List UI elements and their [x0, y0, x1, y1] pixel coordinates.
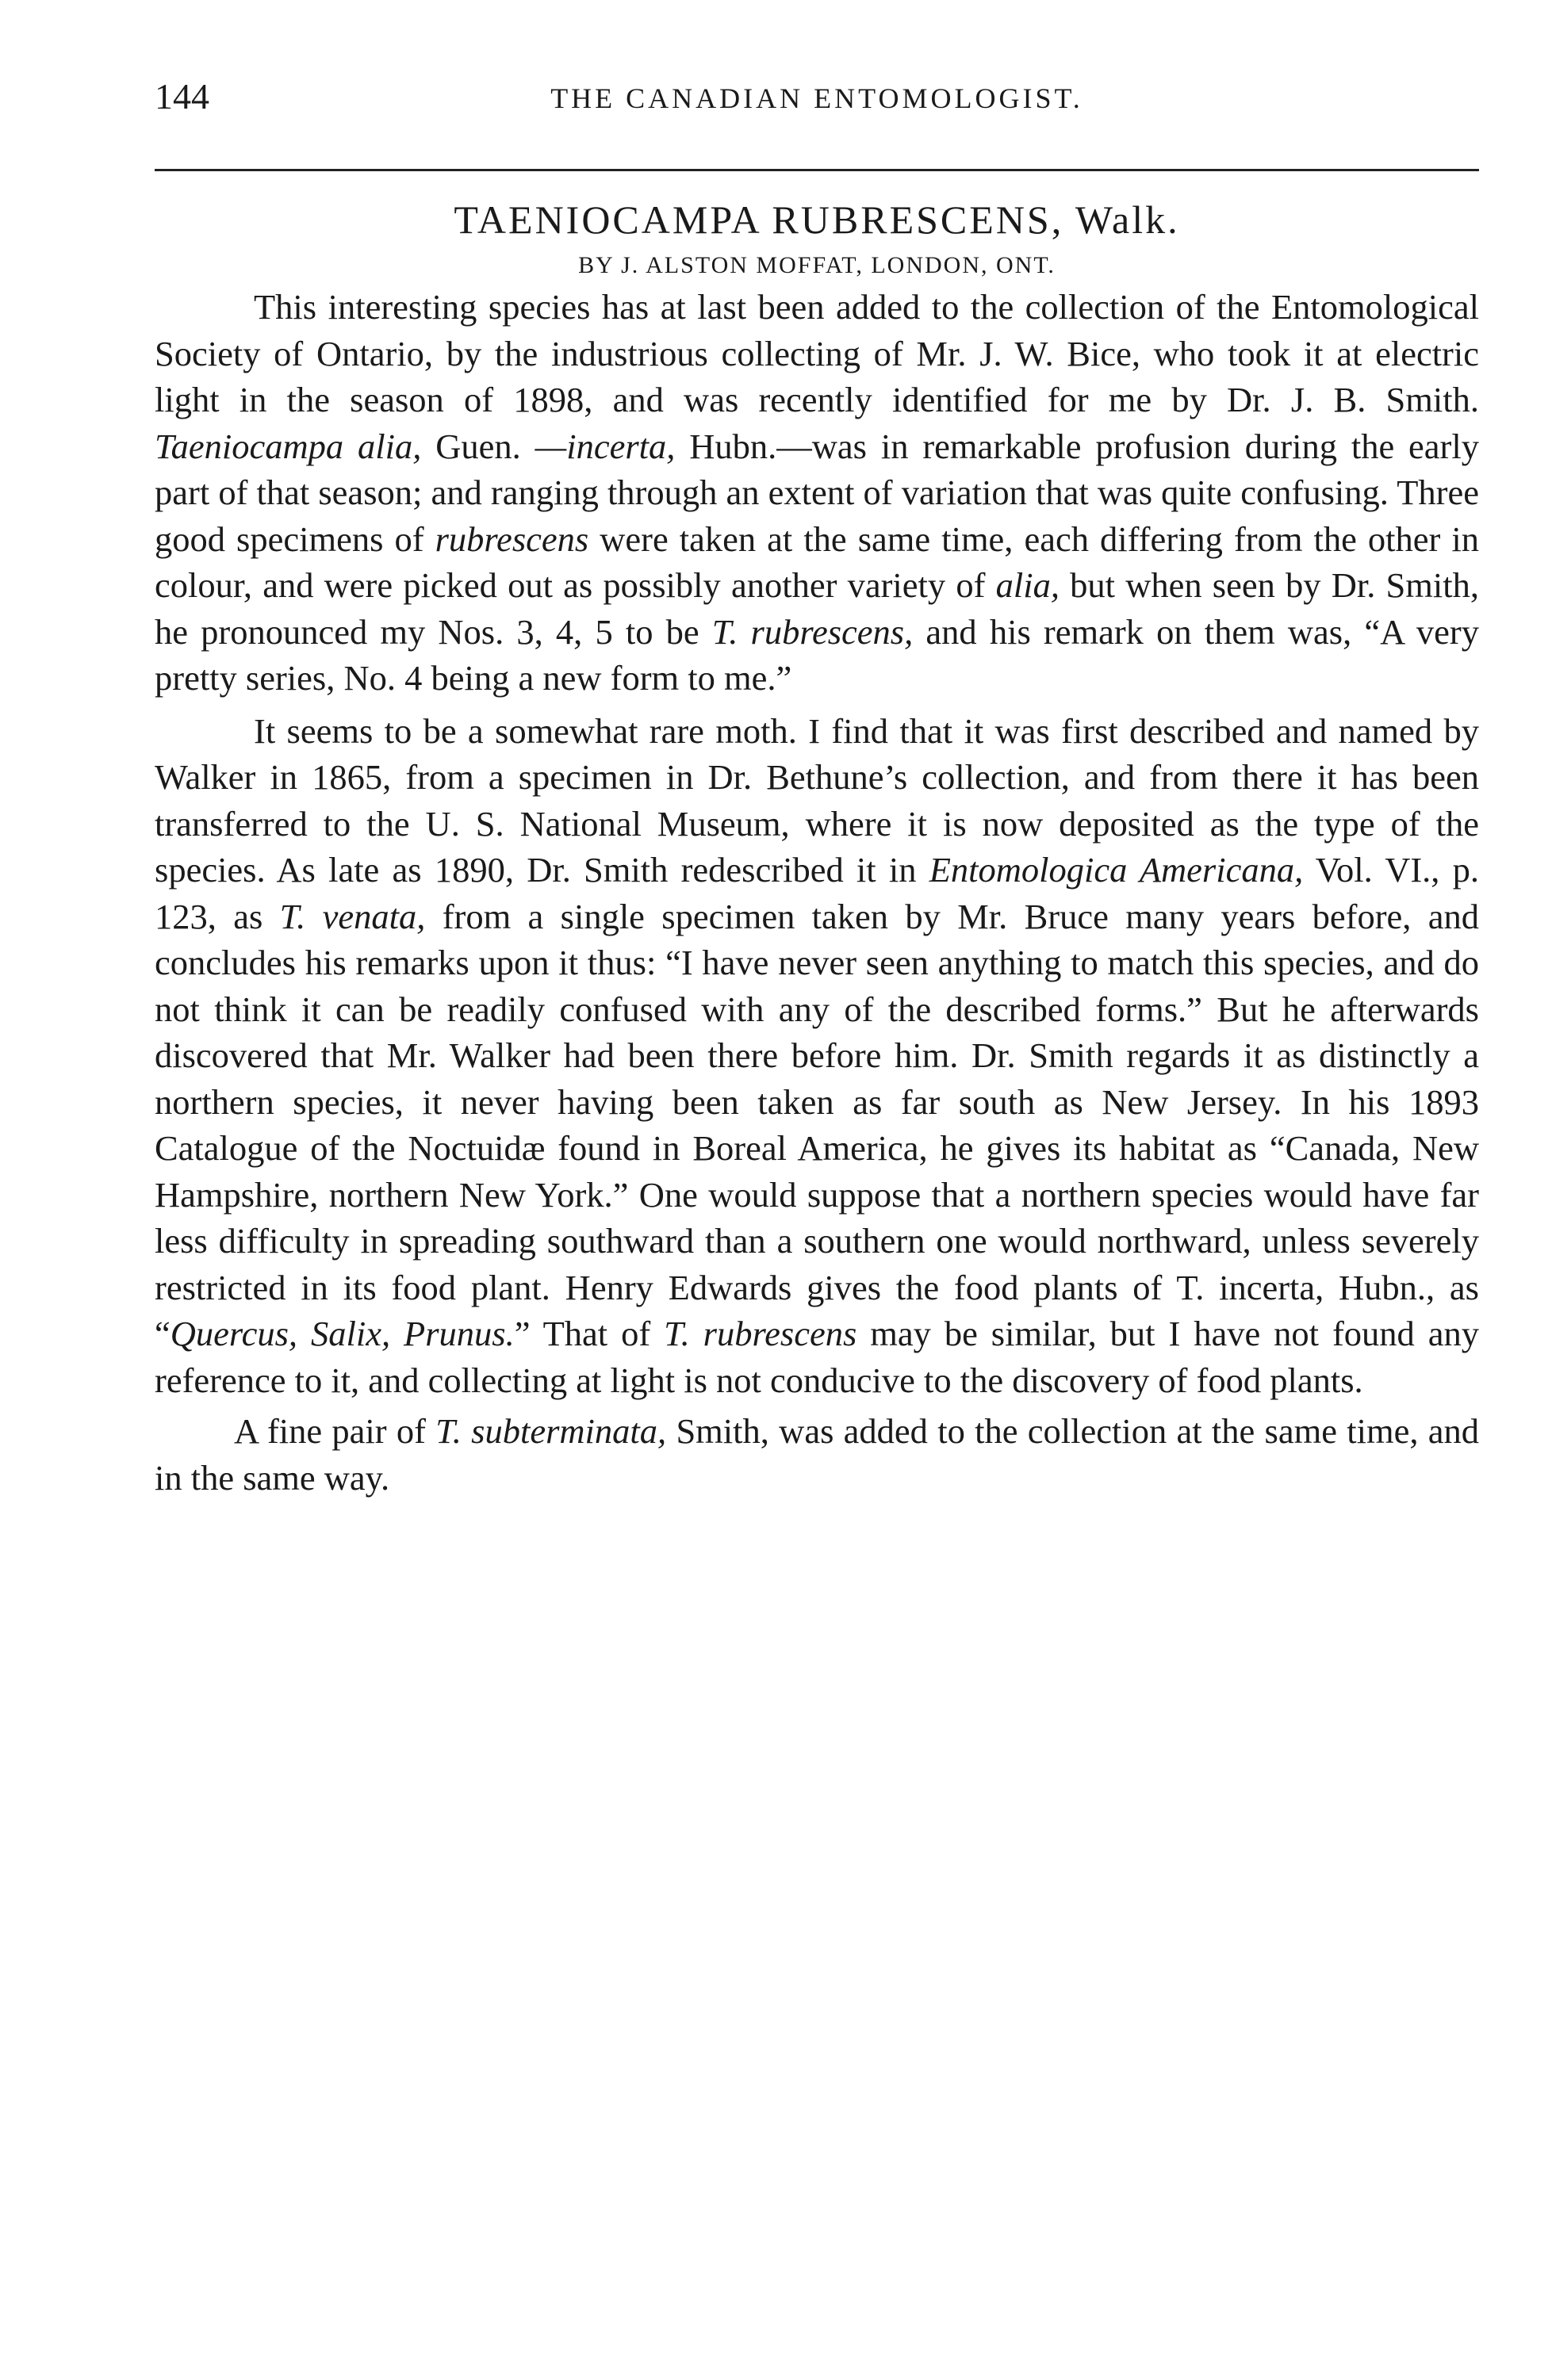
text-run: and his remark on them was, “A very pretty series, No. 4 being a new form to me.” — [155, 611, 1480, 698]
article-byline: BY J. ALSTON MOFFAT, LONDON, ONT. — [578, 252, 1056, 278]
header-rule — [155, 169, 1479, 171]
italic-run: alia, — [995, 565, 1060, 605]
italic-run: T. rubrescens — [664, 1314, 857, 1353]
italic-run: rubrescens — [435, 518, 589, 559]
text-run: Guen. — [435, 426, 521, 466]
text-run: Hubn.—was in remarkable profusion during the early part of that season; and ranging through an extent of variation that was quite confusing. Three good specimens of — [155, 426, 1479, 559]
running-head — [155, 75, 1479, 123]
italic-run: —incerta, — [535, 426, 676, 466]
article-title: TAENIOCAMPA RUBRESCENS, Walk. — [454, 197, 1180, 242]
italic-run: T. venata, — [279, 896, 426, 936]
text-run: were taken at the same time, each differing from the other in colour, and were picked out as possibly another variety of — [155, 518, 1479, 605]
journal-title: THE CANADIAN ENTOMOLOGIST. — [550, 82, 1083, 114]
text-run: It seems to be a somewhat rare moth. I find that it was first described and named by Walker in 1865, from a specimen in Dr. Bethune’s collection, and from there it has been transferred to the U. S. National Museum, where it is now deposited as the type of the species. As late as 1890, Dr. Smith redescribed it in — [155, 710, 1479, 890]
italic-run: T. subterminata, — [435, 1411, 667, 1451]
text-run: A fine pair of — [234, 1411, 426, 1451]
italic-run: Entomologica Americana, — [929, 850, 1304, 890]
italic-run: Quercus, Salix, Prunus. — [170, 1314, 515, 1353]
text-run: Vol. VI., p. 123, as — [155, 850, 1480, 936]
text-run: Smith, was added to the collection at the same time, and in the same way. — [155, 1411, 1480, 1498]
page — [155, 75, 1479, 1501]
paragraph-1 — [155, 284, 1479, 702]
text-run: but when seen by Dr. Smith, he pronounced my Nos. 3, 4, 5 to be — [155, 565, 1480, 652]
paragraph-3 — [155, 1408, 1479, 1501]
text-run: This interesting species has at last been added to the collection of the Entomological Society of Ontario, by the industrious collecting of Mr. J. W. Bice, who took it at electric light in the season of 1898, and was recently identified for me by Dr. J. B. Smith. — [155, 287, 1479, 419]
italic-run: Taeniocampa alia, — [155, 426, 422, 466]
text-run: may be similar, but I have not found any reference to it, and collecting at light is not conducive to the discovery of food plants. — [155, 1314, 1480, 1400]
page-number: 144 — [155, 76, 209, 117]
text-run: ” That of — [514, 1314, 651, 1353]
italic-run: T. rubrescens, — [711, 611, 914, 652]
paragraph-2 — [155, 708, 1479, 1404]
text-run: from a single specimen taken by Mr. Bruce many years before, and concludes his remarks upon it thus: “I have never seen anything to match this species, and do not think it can be readily confused with any of the described forms.” But he afterwards discovered that Mr. Walker had been there before him. Dr. Smith regards it as distinctly a northern species, it never having been taken as far south as New Jersey. In his 1893 Catalogue of the Noctuidæ found in Boreal America, he gives its habitat as “Canada, New Hampshire, northern New York.” One would suppose that a northern species would have far less difficulty in spreading southward than a southern one would northward, unless severely restricted in its food plant. Henry Edwards gives the food plants of T. incerta, Hubn., as “ — [155, 896, 1480, 1353]
